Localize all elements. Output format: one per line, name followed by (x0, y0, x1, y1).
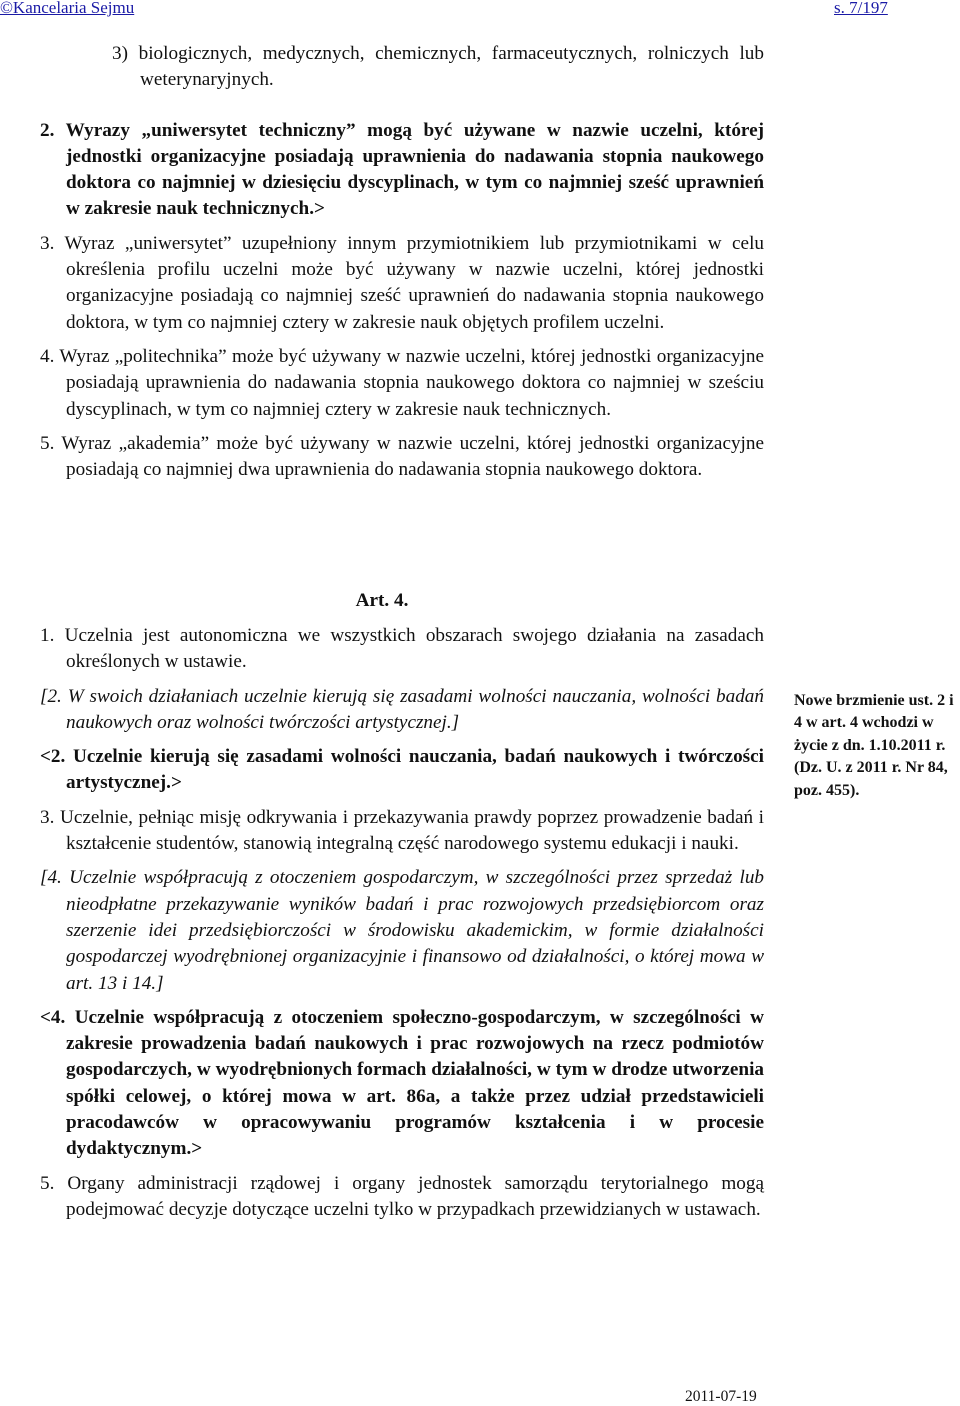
footer-date: 2011-07-19 (685, 1388, 757, 1405)
article-title: Art. 4. (355, 590, 409, 611)
paragraph-5: 5. Wyraz „akademia” może być używany w nazwie uczelni, której jednostki organizacyjne posiadają co najmniej dwa uprawnienia do nadawania stopnia naukowego doktora. (40, 432, 764, 481)
article-paragraph-2-new: <2. Uczelnie kierują się zasadami wolności nauczania, badań naukowych i twórczości artystycznej.> (40, 746, 764, 794)
page-number-link[interactable]: s. 7/197 (834, 0, 888, 17)
article-body (40, 623, 764, 1223)
kancelaria-link[interactable]: ©Kancelaria Sejmu (0, 0, 135, 17)
margin-note: Nowe brzmienie ust. 2 i 4 w art. 4 wchodzi w życie z dn. 1.10.2011 r. (Dz. U. z 2011 r. Nr 84, poz. 455). (794, 692, 954, 799)
header-right[interactable] (834, 0, 888, 18)
article-paragraph-3: 3. Uczelnie, pełniąc misję odkrywania i przekazywania prawdy poprzez prowadzenie badań i kształcenie studentów, stanowią integralną część narodowego systemu edukacji i nauki. (40, 806, 764, 855)
article-paragraph-5: 5. Organy administracji rządowej i organy jednostek samorządu terytorialnego mogą podejmować decyzje dotyczące uczelni tylko w przypadkach przewidzianych w ustawach. (40, 1172, 764, 1220)
paragraph-2-bold: 2. Wyrazy „uniwersytet techniczny” mogą być używane w nazwie uczelni, której jednostki organizacyjne posiadają uprawnienia do nadawania stopnia naukowego doktora co najmniej w dziesięciu dyscyplinach, w tym co najmniej sześć uprawnień w zakresie nauk technicznych.> (40, 119, 764, 220)
article-paragraph-4-old: [4. Uczelnie współpracują z otoczeniem gospodarczym, w szczególności przez sprzedaż lub nieodpłatne przekazywanie wyników badań i prac rozwojowych przedsiębiorcom oraz szerzenie idei przedsiębiorczości w środowisku akademickim, w formie działalności gospodarczej wyodrębnionej organizacyjnie i finansowo od działalności, o której mowa w art. 13 i 14.] (40, 867, 764, 994)
article-paragraph-2-old: [2. W swoich działaniach uczelnie kierują się zasadami wolności nauczania, wolności badań naukowych oraz wolności twórczości artystycznej.] (40, 685, 764, 733)
paragraph-3: 3. Wyraz „uniwersytet” uzupełniony innym przymiotnikiem lub przymiotnikami w celu określenia profilu uczelni może być używany w nazwie uczelni, której jednostki organizacyjne posiadają co najmniej sześć uprawnień do nadawania stopnia naukowego doktora, w tym co najmniej cztery w zakresie nauk objętych profilem uczelni. (40, 232, 764, 333)
article-paragraph-4-new: <4. Uczelnie współpracują z otoczeniem społeczno-gospodarczym, w szczególności w zakresie prowadzenia badań naukowych i prac rozwojowych na rzecz podmiotów gospodarczych, w wyodrębnionych formach działalności, w tym w drodze utworzenia spółki celowej, o której mowa w art. 86a, a także przez udział przedstawicieli pracodawców w opracowywaniu programów kształcenia i w procesie dydaktycznym.> (40, 1006, 764, 1160)
article-paragraph-1: 1. Uczelnia jest autonomiczna we wszystkich obszarach swojego działania na zasadach określonych w ustawie. (40, 625, 764, 673)
header-left[interactable] (0, 0, 134, 18)
item-3-wrapper (40, 41, 764, 94)
paragraph-4: 4. Wyraz „politechnika” może być używany w nazwie uczelni, której jednostki organizacyjne posiadają uprawnienia do nadawania stopnia naukowego doktora co najmniej w sześciu dyscyplinach, w tym co najmniej cztery w zakresie nauk technicznych. (40, 345, 764, 420)
section-top (40, 41, 764, 483)
item-3: 3) biologicznych, medycznych, chemicznych, farmaceutycznych, rolniczych lub weterynaryjnych. (112, 43, 764, 91)
